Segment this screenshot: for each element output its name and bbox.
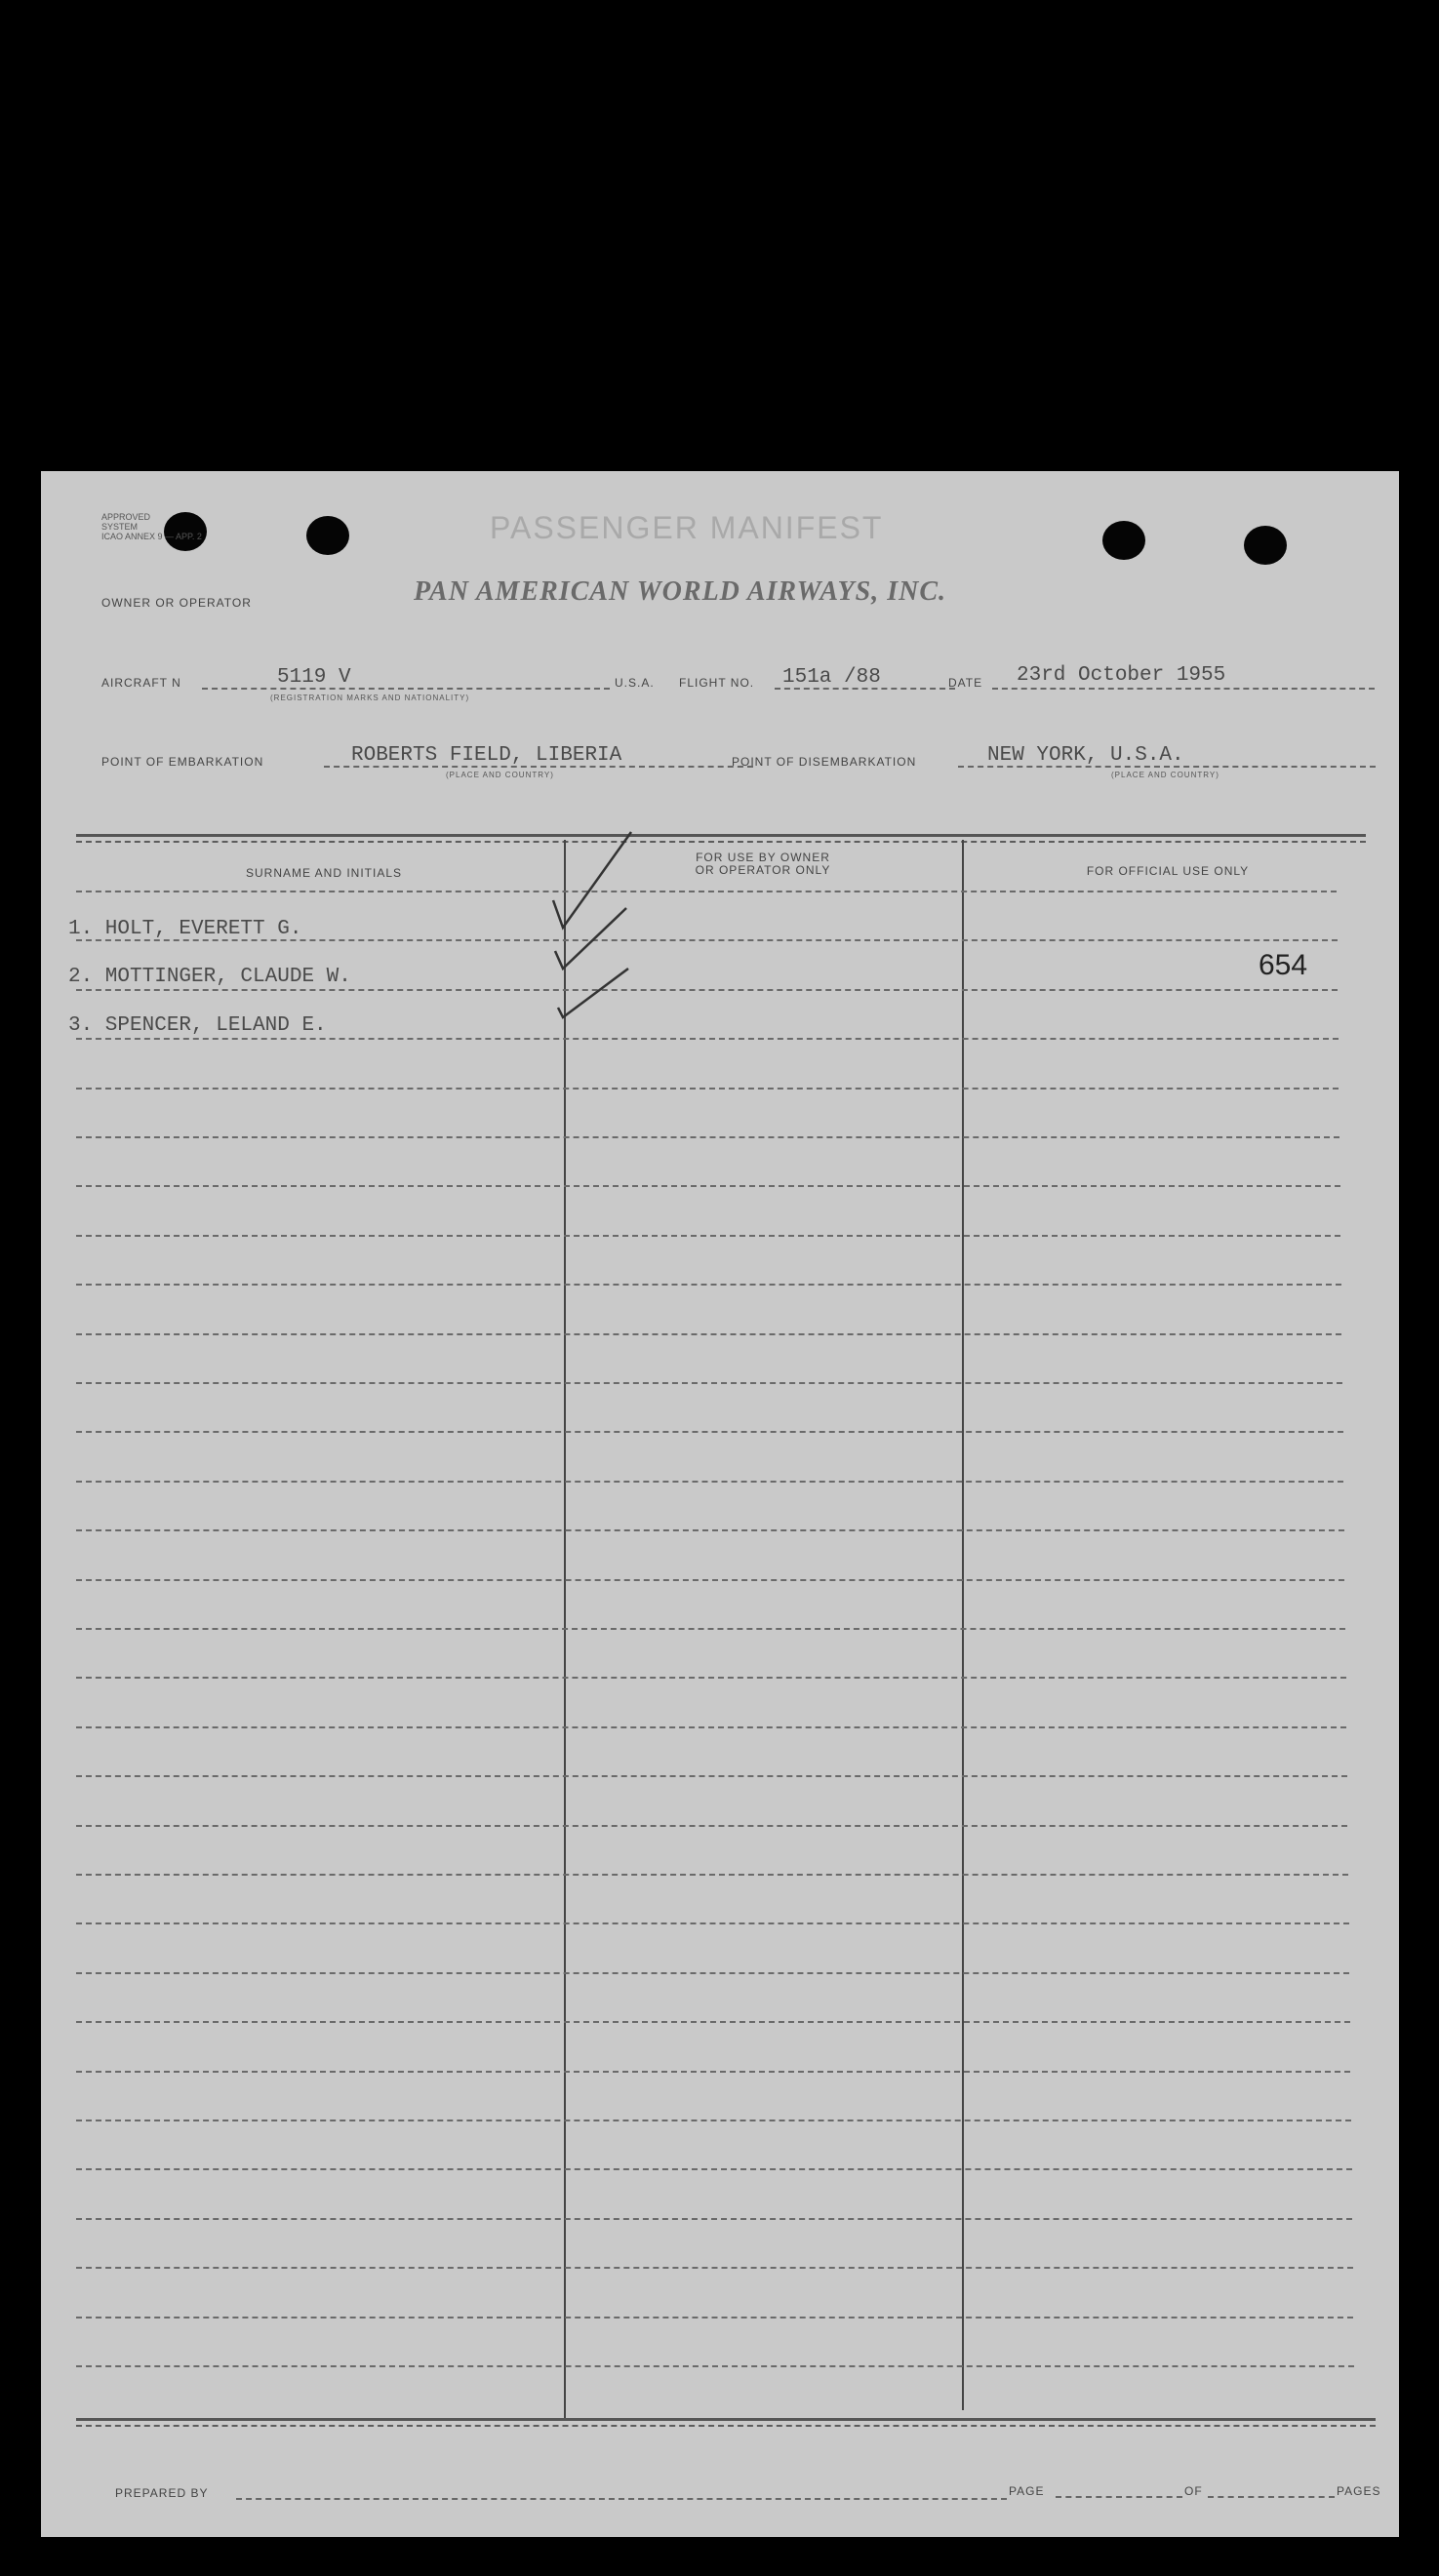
row-rule <box>76 1677 1346 1679</box>
date-underline <box>992 688 1375 690</box>
owner-name: PAN AMERICAN WORLD AIRWAYS, INC. <box>414 576 947 607</box>
table-top-rule <box>76 841 1366 843</box>
row-rule <box>76 1775 1347 1777</box>
embark-sub: (PLACE AND COUNTRY) <box>446 771 554 779</box>
row-rule <box>76 2168 1352 2170</box>
header-owner-line: FOR USE BY OWNER <box>696 851 830 864</box>
header-official: FOR OFFICIAL USE ONLY <box>1086 864 1250 878</box>
row-rule <box>76 1922 1349 1924</box>
aircraft-underline <box>202 688 610 690</box>
of-label: OF <box>1184 2484 1203 2498</box>
row-rule <box>76 1185 1340 1187</box>
row-rule <box>76 2071 1350 2073</box>
passenger-entry: 1. HOLT, EVERETT G. <box>68 918 302 940</box>
manifest-sheet <box>41 471 1399 2537</box>
prepared-by-label: PREPARED BY <box>115 2486 209 2500</box>
form-title: PASSENGER MANIFEST <box>490 510 884 545</box>
page-underline <box>1056 2496 1182 2498</box>
punch-hole <box>306 516 349 555</box>
approval-line: ICAO ANNEX 9 — APP. 2 <box>101 532 202 541</box>
row-rule <box>76 1038 1339 1040</box>
page-label: PAGE <box>1009 2484 1045 2498</box>
row-rule <box>76 891 1337 892</box>
row-rule <box>76 1726 1346 1728</box>
official-note: 654 <box>1259 949 1308 981</box>
row-rule <box>76 1431 1343 1433</box>
embark-label: POINT OF EMBARKATION <box>101 755 264 769</box>
approval-line: SYSTEM <box>101 522 139 532</box>
row-rule <box>76 1235 1340 1237</box>
prepared-by-underline <box>236 2498 1007 2500</box>
date-value: 23rd October 1955 <box>1017 664 1226 687</box>
disembark-sub: (PLACE AND COUNTRY) <box>1111 771 1219 779</box>
row-rule <box>76 2317 1353 2318</box>
aircraft-value: 5119 V <box>277 666 351 689</box>
punch-hole <box>1244 526 1287 565</box>
row-rule <box>76 2120 1351 2121</box>
row-rule <box>76 1529 1344 1531</box>
header-surname: SURNAME AND INITIALS <box>245 866 403 880</box>
row-rule <box>76 1825 1347 1827</box>
passenger-entry: 3. SPENCER, LELAND E. <box>68 1014 327 1037</box>
disembark-value: NEW YORK, U.S.A. <box>987 744 1184 767</box>
table-bottom-rule <box>76 2418 1376 2421</box>
row-rule <box>76 1382 1342 1384</box>
approval-stamp <box>101 512 202 541</box>
check-marks-icon <box>534 822 680 1037</box>
table-top-rule <box>76 834 1366 837</box>
column-divider <box>962 840 964 2410</box>
flight-value: 151a /88 <box>782 666 881 689</box>
row-rule <box>76 2218 1352 2220</box>
row-rule <box>76 1088 1339 1090</box>
owner-label: OWNER OR OPERATOR <box>101 596 252 610</box>
check-mark-icon <box>555 908 626 969</box>
approval-line: APPROVED <box>101 512 151 522</box>
row-rule <box>76 1874 1348 1876</box>
of-underline <box>1208 2496 1335 2498</box>
disembark-label: POINT OF DISEMBARKATION <box>732 755 917 769</box>
check-mark-icon <box>558 969 628 1017</box>
row-rule <box>76 1579 1344 1581</box>
aircraft-label: AIRCRAFT N <box>101 676 181 690</box>
row-rule <box>76 1972 1349 1974</box>
row-rule <box>76 1481 1343 1483</box>
aircraft-sub: (REGISTRATION MARKS AND NATIONALITY) <box>270 694 470 702</box>
row-rule <box>76 1284 1341 1286</box>
nationality-label: U.S.A. <box>615 676 655 690</box>
row-rule <box>76 989 1338 991</box>
row-rule <box>76 1333 1341 1335</box>
row-rule <box>76 2365 1354 2367</box>
pages-label: PAGES <box>1337 2484 1381 2498</box>
row-rule <box>76 2021 1350 2023</box>
flight-label: FLIGHT NO. <box>679 676 755 690</box>
embark-value: ROBERTS FIELD, LIBERIA <box>351 744 622 767</box>
row-rule <box>76 2267 1353 2269</box>
table-bottom-rule <box>76 2425 1376 2427</box>
header-owner-line: OR OPERATOR ONLY <box>695 863 831 877</box>
passenger-entry: 2. MOTTINGER, CLAUDE W. <box>68 966 351 988</box>
row-rule <box>76 1628 1345 1630</box>
date-label: DATE <box>948 676 983 690</box>
punch-hole <box>1102 521 1145 560</box>
row-rule <box>76 1136 1339 1138</box>
